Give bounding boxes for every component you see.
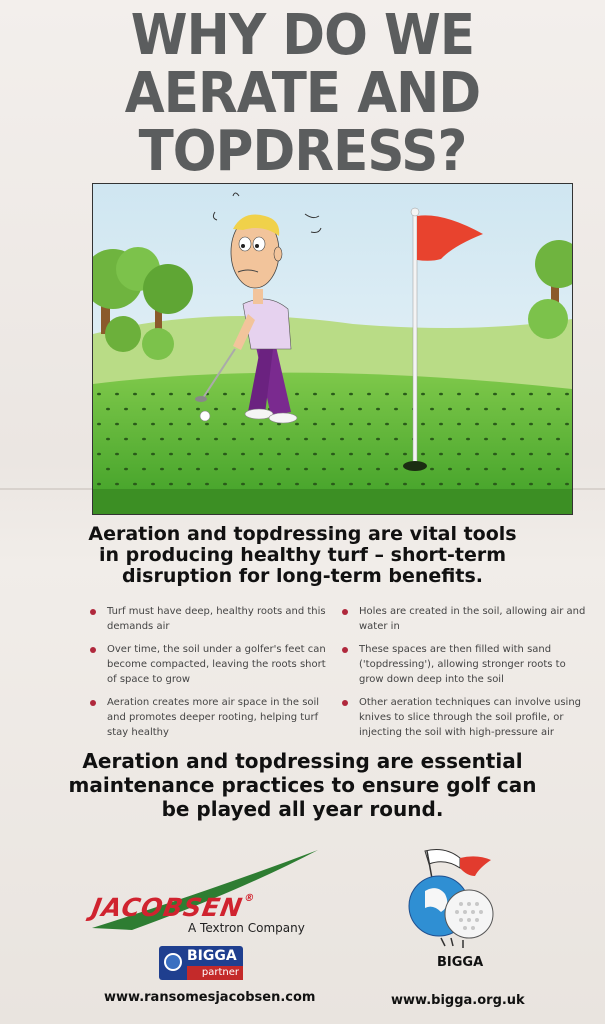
globe-icon bbox=[163, 952, 183, 972]
bullet-item: Other aeration techniques can involve using knives to slice through the soil profile, or injecting the soil with high-pressure air bbox=[342, 695, 590, 740]
aeration-hole bbox=[331, 453, 335, 456]
aeration-hole bbox=[214, 438, 218, 441]
aeration-hole bbox=[457, 453, 461, 456]
jacobsen-wordmark: JACOBSEN bbox=[89, 893, 246, 922]
aeration-hole bbox=[178, 468, 182, 471]
aeration-hole bbox=[277, 453, 281, 456]
aeration-hole bbox=[169, 483, 173, 486]
aeration-hole bbox=[268, 468, 272, 471]
aeration-hole bbox=[241, 453, 245, 456]
aeration-hole bbox=[160, 438, 164, 441]
aeration-hole bbox=[340, 468, 344, 471]
aeration-hole bbox=[466, 438, 470, 441]
bigga-partner-badge bbox=[159, 946, 243, 980]
jacobsen-logo bbox=[89, 893, 256, 922]
aeration-hole bbox=[97, 423, 101, 426]
aeration-hole bbox=[448, 408, 452, 411]
aeration-hole bbox=[484, 468, 488, 471]
aeration-hole bbox=[196, 468, 200, 471]
aeration-hole bbox=[457, 423, 461, 426]
aeration-hole bbox=[205, 453, 209, 456]
aeration-hole bbox=[259, 453, 263, 456]
aeration-hole bbox=[439, 393, 443, 396]
bigga-partner-label: partner bbox=[187, 966, 243, 980]
aeration-hole bbox=[475, 393, 479, 396]
bullet-list-left bbox=[90, 604, 330, 748]
textron-tagline: A Textron Company bbox=[188, 921, 305, 935]
aeration-hole bbox=[430, 408, 434, 411]
aeration-hole bbox=[367, 423, 371, 426]
aeration-hole bbox=[304, 408, 308, 411]
aeration-hole bbox=[367, 483, 371, 486]
aeration-hole bbox=[529, 453, 533, 456]
aeration-hole bbox=[304, 468, 308, 471]
aeration-hole bbox=[106, 408, 110, 411]
bullet-item: Over time, the soil under a golfer's feet can become compacted, leaving the roots short of space to grow bbox=[90, 642, 330, 687]
aeration-hole bbox=[187, 453, 191, 456]
aeration-hole bbox=[511, 393, 515, 396]
aeration-hole bbox=[448, 468, 452, 471]
bullet-item: Aeration creates more air space in the soil and promotes deeper rooting, helping turf stay healthy bbox=[90, 695, 330, 740]
aeration-hole bbox=[547, 483, 551, 486]
aeration-hole bbox=[511, 453, 515, 456]
aeration-hole bbox=[439, 423, 443, 426]
aeration-hole bbox=[493, 423, 497, 426]
aeration-hole bbox=[349, 423, 353, 426]
aeration-hole bbox=[529, 483, 533, 486]
aeration-hole bbox=[385, 453, 389, 456]
aeration-hole bbox=[358, 468, 362, 471]
aeration-hole bbox=[493, 453, 497, 456]
aeration-hole bbox=[97, 483, 101, 486]
aeration-hole bbox=[457, 483, 461, 486]
aeration-hole bbox=[529, 423, 533, 426]
aeration-hole bbox=[160, 468, 164, 471]
aeration-hole bbox=[313, 453, 317, 456]
title-line-1: WHY DO WE bbox=[130, 3, 475, 68]
hole-cup bbox=[403, 461, 427, 471]
title-line-2: AERATE AND bbox=[124, 61, 481, 126]
aeration-hole bbox=[403, 423, 407, 426]
aeration-hole bbox=[331, 423, 335, 426]
aeration-hole bbox=[232, 438, 236, 441]
aeration-hole bbox=[295, 423, 299, 426]
url-bigga[interactable]: www.bigga.org.uk bbox=[391, 993, 525, 1008]
aeration-hole bbox=[376, 438, 380, 441]
aeration-hole bbox=[313, 423, 317, 426]
bullet-item: These spaces are then filled with sand ('topdressing'), allowing stronger roots to grow down deep into the soil bbox=[342, 642, 590, 687]
aeration-hole bbox=[115, 483, 119, 486]
aeration-hole bbox=[538, 438, 542, 441]
aeration-hole bbox=[223, 453, 227, 456]
aeration-hole bbox=[421, 393, 425, 396]
bullet-item: Turf must have deep, healthy roots and this demands air bbox=[90, 604, 330, 634]
aeration-hole bbox=[349, 483, 353, 486]
aeration-hole bbox=[538, 408, 542, 411]
aeration-hole bbox=[286, 438, 290, 441]
aeration-hole bbox=[484, 408, 488, 411]
aeration-hole bbox=[475, 423, 479, 426]
aeration-hole bbox=[520, 408, 524, 411]
aeration-hole bbox=[151, 423, 155, 426]
aeration-hole bbox=[133, 393, 137, 396]
aeration-hole bbox=[295, 453, 299, 456]
flag-pole bbox=[413, 214, 417, 464]
aeration-hole bbox=[358, 438, 362, 441]
aeration-hole bbox=[295, 483, 299, 486]
aeration-hole bbox=[142, 408, 146, 411]
aeration-hole bbox=[106, 468, 110, 471]
aeration-hole bbox=[538, 468, 542, 471]
aeration-hole bbox=[394, 408, 398, 411]
aeration-hole bbox=[259, 423, 263, 426]
jacobsen-registered-mark: ® bbox=[243, 893, 257, 904]
bullet-item: Holes are created in the soil, allowing air and water in bbox=[342, 604, 590, 634]
aeration-hole bbox=[385, 393, 389, 396]
aeration-hole bbox=[124, 468, 128, 471]
aeration-hole bbox=[250, 468, 254, 471]
conclusion-line-2: maintenance practices to ensure golf can bbox=[68, 773, 537, 797]
aeration-hole bbox=[475, 483, 479, 486]
conclusion-line-3: be played all year round. bbox=[161, 797, 444, 821]
aeration-hole bbox=[124, 408, 128, 411]
aeration-hole bbox=[133, 483, 137, 486]
aeration-hole bbox=[115, 393, 119, 396]
aeration-hole bbox=[106, 438, 110, 441]
aeration-hole bbox=[232, 408, 236, 411]
aeration-hole bbox=[160, 408, 164, 411]
aeration-hole bbox=[223, 393, 227, 396]
golfer-cartoon-illustration bbox=[92, 183, 573, 515]
aeration-hole bbox=[268, 438, 272, 441]
aeration-hole bbox=[439, 483, 443, 486]
aeration-hole bbox=[367, 453, 371, 456]
aeration-hole bbox=[475, 453, 479, 456]
aeration-hole bbox=[151, 483, 155, 486]
aeration-hole bbox=[367, 393, 371, 396]
aeration-hole bbox=[241, 393, 245, 396]
aeration-hole bbox=[187, 393, 191, 396]
aeration-hole bbox=[394, 468, 398, 471]
aeration-hole bbox=[232, 468, 236, 471]
aeration-hole bbox=[313, 393, 317, 396]
aeration-hole bbox=[403, 453, 407, 456]
aeration-hole bbox=[520, 438, 524, 441]
aeration-hole bbox=[349, 453, 353, 456]
aeration-hole bbox=[394, 438, 398, 441]
conclusion-line-1: Aeration and topdressing are essential bbox=[82, 749, 523, 773]
aeration-hole bbox=[565, 393, 569, 396]
aeration-hole bbox=[430, 438, 434, 441]
aeration-hole bbox=[178, 438, 182, 441]
aeration-hole bbox=[439, 453, 443, 456]
aeration-hole bbox=[556, 468, 560, 471]
aeration-hole bbox=[547, 423, 551, 426]
aeration-hole bbox=[259, 483, 263, 486]
aeration-hole bbox=[286, 468, 290, 471]
aeration-hole bbox=[403, 483, 407, 486]
aeration-hole bbox=[250, 438, 254, 441]
bigga-partner-title: BIGGA bbox=[187, 948, 237, 964]
aeration-hole bbox=[502, 408, 506, 411]
aeration-hole bbox=[322, 468, 326, 471]
headline-line-1: Aeration and topdressing are vital tools bbox=[88, 523, 517, 545]
green-front-edge bbox=[93, 489, 572, 514]
aeration-hole bbox=[169, 393, 173, 396]
aeration-hole bbox=[97, 393, 101, 396]
aeration-hole bbox=[322, 408, 326, 411]
aeration-hole bbox=[340, 408, 344, 411]
aeration-hole bbox=[466, 408, 470, 411]
aeration-hole bbox=[151, 453, 155, 456]
aeration-hole bbox=[466, 468, 470, 471]
title-line-3: TOPDRESS? bbox=[138, 119, 467, 184]
aeration-hole bbox=[520, 468, 524, 471]
aeration-hole bbox=[142, 438, 146, 441]
aeration-hole bbox=[358, 408, 362, 411]
aeration-hole bbox=[565, 423, 569, 426]
aeration-hole bbox=[547, 453, 551, 456]
aeration-hole bbox=[169, 423, 173, 426]
aeration-hole bbox=[565, 483, 569, 486]
aeration-hole bbox=[376, 408, 380, 411]
aeration-hole bbox=[196, 438, 200, 441]
url-jacobsen[interactable]: www.ransomesjacobsen.com bbox=[104, 990, 316, 1005]
aeration-hole bbox=[115, 453, 119, 456]
bigga-logo-label: BIGGA bbox=[437, 955, 484, 970]
aeration-hole bbox=[133, 423, 137, 426]
aeration-hole bbox=[565, 453, 569, 456]
aeration-hole bbox=[448, 438, 452, 441]
aeration-hole bbox=[142, 468, 146, 471]
conclusion bbox=[40, 749, 565, 821]
aeration-hole bbox=[277, 483, 281, 486]
aeration-hole bbox=[124, 438, 128, 441]
aeration-hole bbox=[115, 423, 119, 426]
aeration-hole bbox=[349, 393, 353, 396]
aeration-hole bbox=[385, 423, 389, 426]
aeration-hole bbox=[313, 483, 317, 486]
aeration-hole bbox=[511, 483, 515, 486]
headline bbox=[40, 524, 565, 587]
aeration-hole bbox=[223, 483, 227, 486]
aeration-hole bbox=[430, 468, 434, 471]
aeration-hole bbox=[214, 468, 218, 471]
aeration-hole bbox=[385, 483, 389, 486]
aeration-hole bbox=[547, 393, 551, 396]
aeration-hole bbox=[457, 393, 461, 396]
aeration-hole bbox=[133, 453, 137, 456]
aeration-hole bbox=[484, 438, 488, 441]
aeration-hole bbox=[295, 393, 299, 396]
aeration-hole bbox=[556, 438, 560, 441]
aeration-hole bbox=[151, 393, 155, 396]
aeration-hole bbox=[214, 408, 218, 411]
aeration-hole bbox=[502, 438, 506, 441]
aeration-hole bbox=[304, 438, 308, 441]
aeration-hole bbox=[97, 453, 101, 456]
aeration-hole bbox=[196, 408, 200, 411]
aeration-hole bbox=[178, 408, 182, 411]
aeration-hole bbox=[205, 483, 209, 486]
aeration-hole bbox=[331, 483, 335, 486]
aeration-hole bbox=[241, 483, 245, 486]
aeration-hole bbox=[205, 423, 209, 426]
headline-line-3: disruption for long-term benefits. bbox=[122, 565, 483, 587]
aeration-hole bbox=[493, 393, 497, 396]
aeration-hole bbox=[403, 393, 407, 396]
aeration-hole bbox=[331, 393, 335, 396]
aeration-hole bbox=[529, 393, 533, 396]
aeration-hole bbox=[376, 468, 380, 471]
aeration-hole bbox=[421, 423, 425, 426]
aeration-hole bbox=[493, 483, 497, 486]
aeration-hole bbox=[421, 453, 425, 456]
aeration-hole bbox=[169, 453, 173, 456]
aeration-hole bbox=[511, 423, 515, 426]
aeration-hole bbox=[556, 408, 560, 411]
headline-line-2: in producing healthy turf – short-term bbox=[98, 544, 506, 566]
aeration-hole bbox=[241, 423, 245, 426]
aeration-hole bbox=[187, 423, 191, 426]
aeration-hole bbox=[502, 468, 506, 471]
aeration-hole bbox=[187, 483, 191, 486]
bullet-list-right bbox=[342, 604, 590, 748]
aeration-hole bbox=[223, 423, 227, 426]
aeration-hole bbox=[322, 438, 326, 441]
aeration-hole bbox=[340, 438, 344, 441]
aeration-hole bbox=[421, 483, 425, 486]
